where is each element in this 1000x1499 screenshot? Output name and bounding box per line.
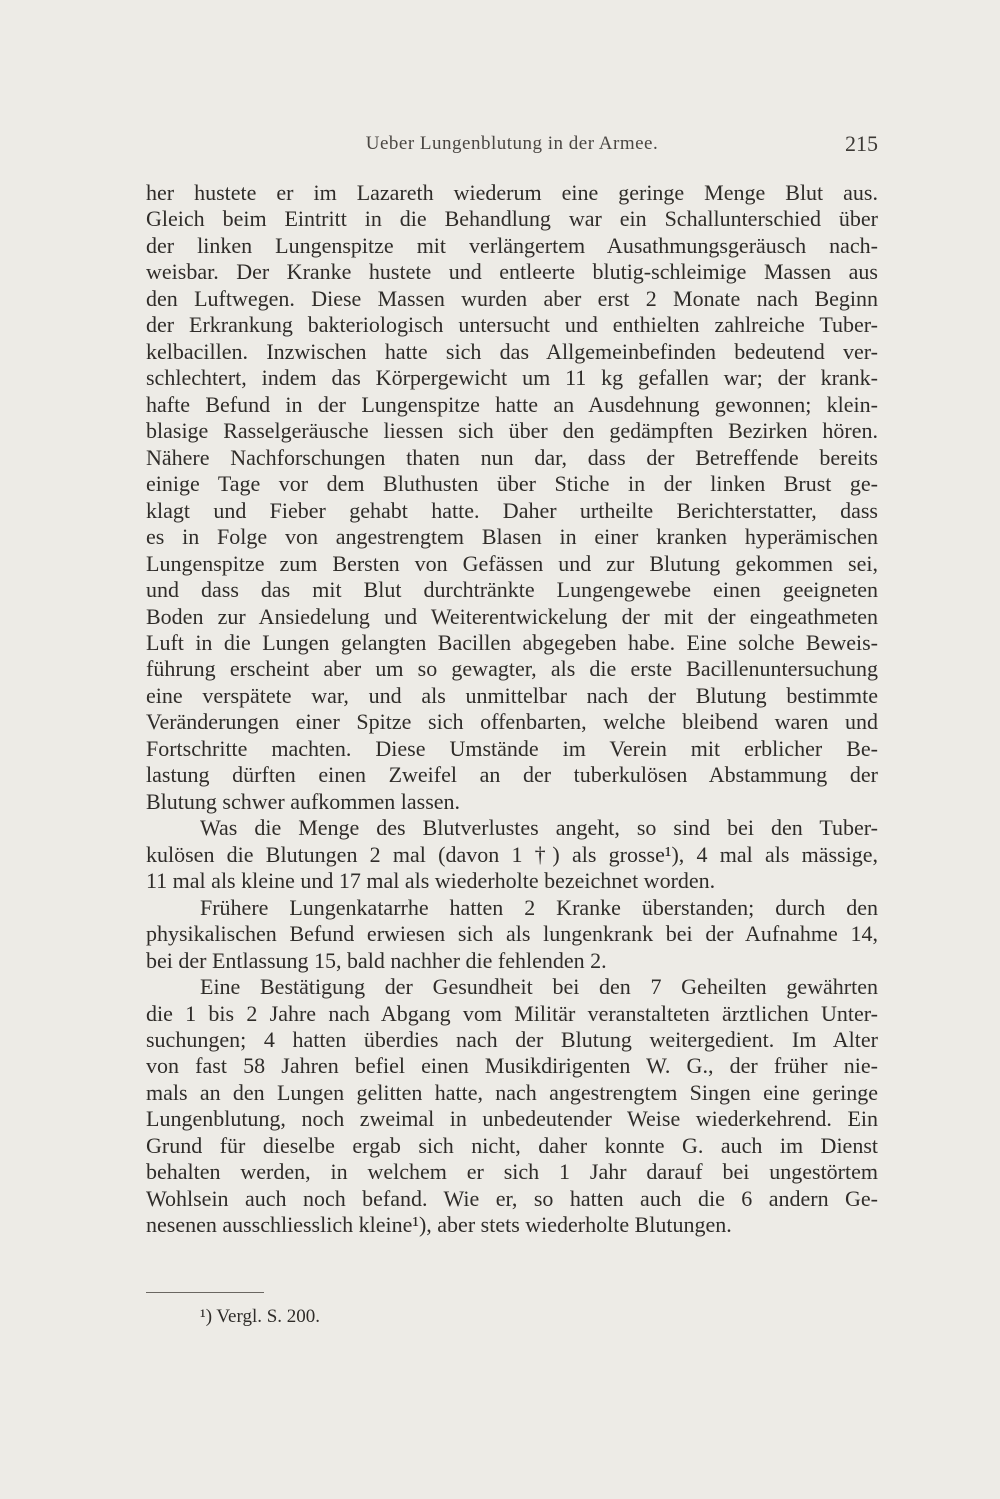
text-line: eine verspätete war, und als unmittelbar nach der Blutung bestimmte	[146, 682, 878, 708]
text-line: schlechtert, indem das Körpergewicht um 11 kg gefallen war; der krank-	[146, 365, 878, 391]
text-line: blasige Rasselgeräusche liessen sich über den gedämpften Bezirken hören.	[146, 418, 878, 444]
text-line: von fast 58 Jahren befiel einen Musikdirigenten W. G., der früher nie-	[146, 1053, 878, 1079]
body-text	[146, 180, 878, 1239]
text-line: Lungenspitze zum Bersten von Gefässen und zur Blutung gekommen sei,	[146, 550, 878, 576]
text-line: her hustete er im Lazareth wiederum eine geringe Menge Blut aus.	[146, 180, 878, 205]
text-line: den Luftwegen. Diese Massen wurden aber erst 2 Monate nach Beginn	[146, 285, 878, 311]
text-line: einige Tage vor dem Bluthusten über Stiche in der linken Brust ge-	[146, 471, 878, 497]
page-number: 215	[845, 131, 878, 156]
text-line: Eine Bestätigung der Gesundheit bei den 7 Geheilten gewährten	[200, 974, 878, 1000]
text-line: 11 mal als kleine und 17 mal als wiederholte bezeichnet worden.	[146, 868, 716, 894]
text-line: kulösen die Blutungen 2 mal (davon 1 †) als grosse¹), 4 mal als mässige,	[146, 841, 878, 867]
running-head	[146, 133, 878, 163]
text-line: der Erkrankung bakteriologisch untersucht und enthielten zahlreiche Tuber-	[146, 312, 878, 338]
text-line: lastung dürften einen Zweifel an der tuberkulösen Abstammung der	[146, 762, 878, 788]
text-line: bei der Entlassung 15, bald nachher die fehlenden 2.	[146, 947, 607, 973]
text-line: nesenen ausschliesslich kleine¹), aber stets wiederholte Blutungen.	[146, 1212, 732, 1238]
text-line: klagt und Fieber gehabt hatte. Daher urtheilte Berichterstatter, dass	[146, 497, 878, 523]
text-line: suchungen; 4 hatten überdies nach der Blutung weitergedient. Im Alter	[146, 1027, 878, 1052]
text-line: kelbacillen. Inzwischen hatte sich das Allgemeinbefinden bedeutend ver-	[146, 338, 878, 364]
text-line: weisbar. Der Kranke hustete und entleerte blutig-schleimige Massen aus	[146, 259, 878, 285]
text-line: Frühere Lungenkatarrhe hatten 2 Kranke überstanden; durch den	[200, 894, 878, 920]
text-line: Gleich beim Eintritt in die Behandlung war ein Schallunterschied über	[146, 206, 878, 232]
text-line: Fortschritte machten. Diese Umstände im Verein mit erblicher Be-	[146, 735, 878, 761]
text-line: Wohlsein auch noch befand. Wie er, so hatten auch die 6 andern Ge-	[146, 1185, 878, 1211]
text-line: physikalischen Befund erwiesen sich als lungenkrank bei der Aufnahme 14,	[146, 921, 878, 947]
running-title: Ueber Lungenblutung in der Armee.	[365, 133, 659, 154]
footnote-rule	[146, 1292, 264, 1293]
text-line: es in Folge von angestrengtem Blasen in einer kranken hyperämischen	[146, 524, 878, 550]
text-line: Luft in die Lungen gelangten Bacillen abgegeben habe. Eine solche Beweis-	[146, 629, 878, 655]
text-line: führung erscheint aber um so gewagter, als die erste Bacillenuntersuchung	[146, 656, 878, 682]
text-line: und dass das mit Blut durchtränkte Lungengewebe einen geeigneten	[146, 577, 878, 603]
text-line: Grund für dieselbe ergab sich nicht, daher konnte G. auch im Dienst	[146, 1132, 878, 1158]
text-line: Was die Menge des Blutverlustes angeht, so sind bei den Tuber-	[200, 815, 878, 841]
text-line: Blutung schwer aufkommen lassen.	[146, 788, 461, 814]
text-line: hafte Befund in der Lungenspitze hatte an Ausdehnung gewonnen; klein-	[146, 391, 878, 417]
text-line: die 1 bis 2 Jahre nach Abgang vom Militär veranstalteten ärztlichen Unter-	[146, 1000, 878, 1026]
text-line: der linken Lungenspitze mit verlängertem Ausathmungsgeräusch nach-	[146, 232, 878, 258]
text-line: mals an den Lungen gelitten hatte, nach angestrengtem Singen eine geringe	[146, 1079, 878, 1105]
text-line: Veränderungen einer Spitze sich offenbarten, welche bleibend waren und	[146, 709, 878, 735]
text-line: Nähere Nachforschungen thaten nun dar, dass der Betreffende bereits	[146, 444, 878, 470]
text-line: Lungenblutung, noch zweimal in unbedeutender Weise wiederkehrend. Ein	[146, 1106, 878, 1132]
text-line: Boden zur Ansiedelung und Weiterentwickelung der mit der eingeathmeten	[146, 603, 878, 629]
footnote: ¹) Vergl. S. 200.	[200, 1306, 321, 1327]
text-line: behalten werden, in welchem er sich 1 Jahr darauf bei ungestörtem	[146, 1159, 878, 1185]
